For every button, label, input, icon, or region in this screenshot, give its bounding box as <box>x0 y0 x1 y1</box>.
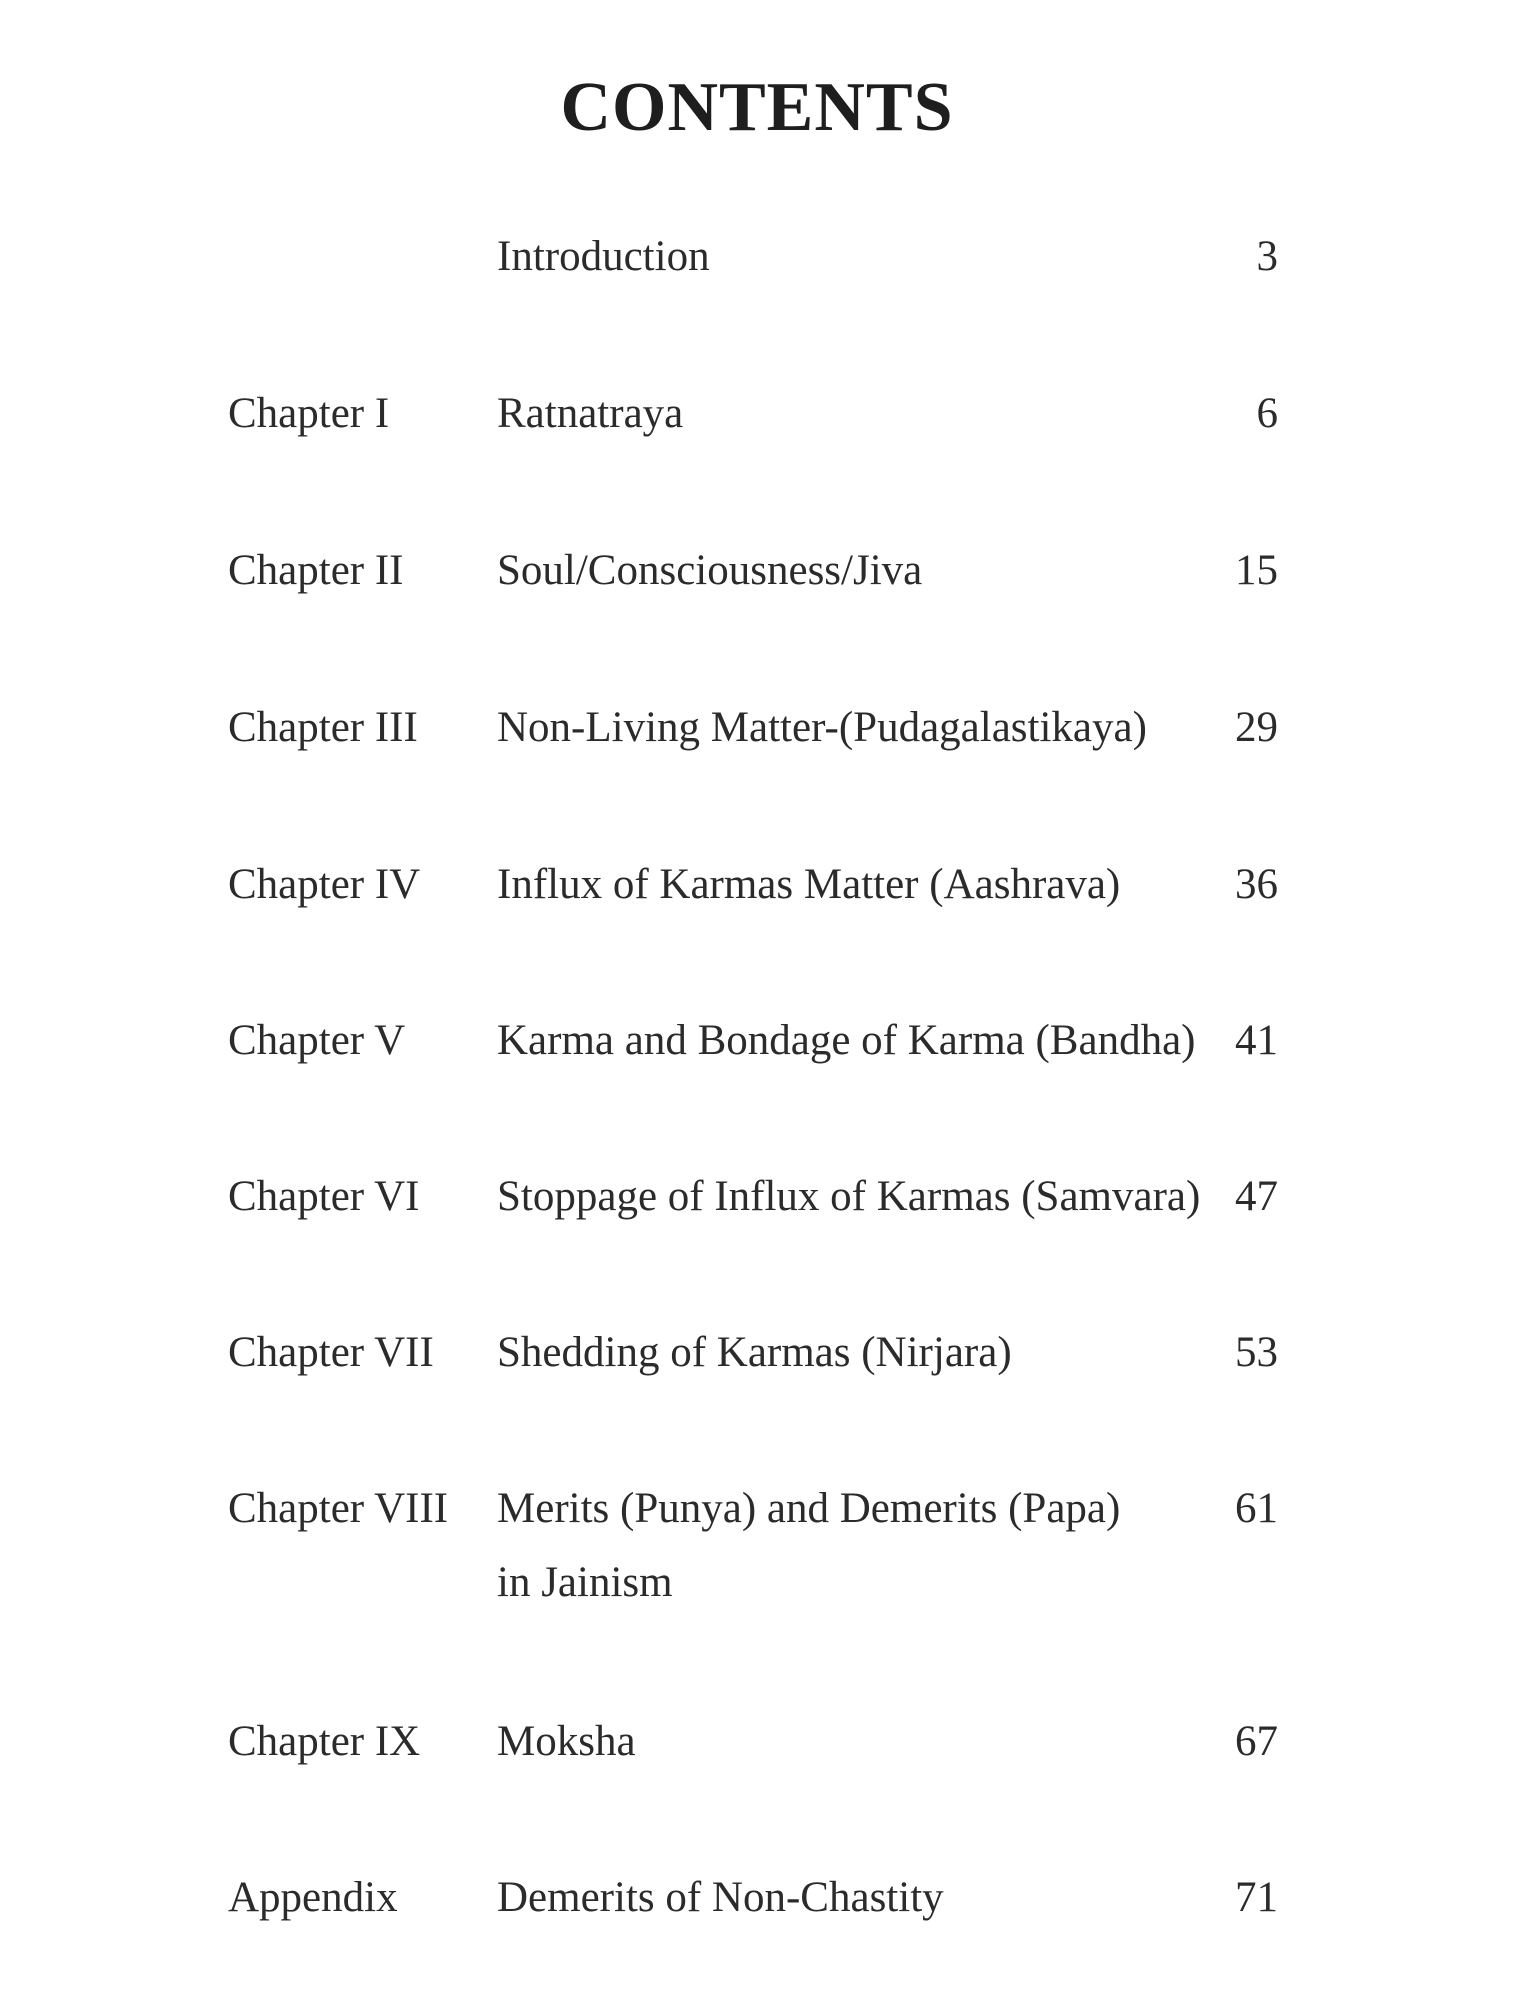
toc-heading <box>497 1472 1237 1620</box>
toc-heading-text: Shedding of Karmas (Nirjara) <box>497 1329 1012 1376</box>
toc-page-number: 29 <box>1235 704 1278 751</box>
toc-heading <box>497 1705 1237 1779</box>
toc-entry-chapter-2 <box>0 534 1514 654</box>
page-title: CONTENTS <box>560 69 954 146</box>
toc-heading-text: Ratnatraya <box>497 390 684 437</box>
toc-page-number: 71 <box>1235 1874 1278 1921</box>
toc-chapter-label: Chapter III <box>228 704 418 751</box>
toc-entry-chapter-1 <box>0 377 1514 497</box>
toc-entry-chapter-9 <box>0 1705 1514 1825</box>
toc-page-number: 53 <box>1235 1329 1278 1376</box>
toc-page-number: 6 <box>1256 390 1278 437</box>
toc-heading-text: Karma and Bondage of Karma (Bandha) <box>497 1017 1196 1064</box>
toc-chapter-label: Chapter I <box>228 390 390 437</box>
toc-heading <box>497 1861 1237 1935</box>
toc-heading <box>497 1160 1237 1234</box>
toc-heading-text: Demerits of Non-Chastity <box>497 1874 944 1921</box>
toc-page-number: 67 <box>1235 1718 1278 1765</box>
toc-heading <box>497 848 1237 922</box>
toc-entry-chapter-8 <box>0 1472 1514 1632</box>
toc-page-number: 3 <box>1256 233 1278 280</box>
toc-page-number: 36 <box>1235 861 1278 908</box>
toc-heading-text: Non-Living Matter-(Pudagalastikaya) <box>497 704 1147 751</box>
toc-chapter-label: Appendix <box>228 1874 398 1921</box>
toc-heading-text: Moksha <box>497 1718 636 1765</box>
toc-entry-introduction <box>0 220 1514 340</box>
toc-entry-chapter-4 <box>0 848 1514 968</box>
toc-page-number: 61 <box>1235 1485 1278 1532</box>
toc-entry-chapter-7 <box>0 1316 1514 1436</box>
toc-heading <box>497 220 1237 294</box>
toc-page-number: 15 <box>1235 547 1278 594</box>
toc-chapter-label: Chapter VIII <box>228 1485 449 1532</box>
toc-heading-text: Stoppage of Influx of Karmas (Samvara) <box>497 1173 1201 1220</box>
toc-chapter-label: Chapter IV <box>228 861 421 908</box>
toc-heading-text: Merits (Punya) and Demerits (Papa) <box>497 1485 1121 1532</box>
toc-heading <box>497 534 1237 608</box>
toc-heading-text: Soul/Consciousness/Jiva <box>497 547 923 594</box>
toc-chapter-label: Chapter V <box>228 1017 406 1064</box>
toc-page-number: 41 <box>1235 1017 1278 1064</box>
toc-heading-continuation: in Jainism <box>497 1559 673 1606</box>
toc-chapter-label: Chapter VI <box>228 1173 420 1220</box>
toc-heading-text: Introduction <box>497 233 710 280</box>
toc-entry-chapter-6 <box>0 1160 1514 1280</box>
toc-chapter-label: Chapter IX <box>228 1718 421 1765</box>
toc-chapter-label: Chapter II <box>228 547 404 594</box>
toc-page-number: 47 <box>1235 1173 1278 1220</box>
toc-heading <box>497 1316 1237 1390</box>
toc-chapter-label: Chapter VII <box>228 1329 434 1376</box>
toc-entry-chapter-3 <box>0 691 1514 811</box>
toc-heading-text: Influx of Karmas Matter (Aashrava) <box>497 861 1121 908</box>
toc-entry-chapter-5 <box>0 1004 1514 1124</box>
toc-heading <box>497 1004 1237 1078</box>
toc-heading <box>497 691 1237 765</box>
toc-heading <box>497 377 1237 451</box>
toc-entry-appendix <box>0 1861 1514 1981</box>
